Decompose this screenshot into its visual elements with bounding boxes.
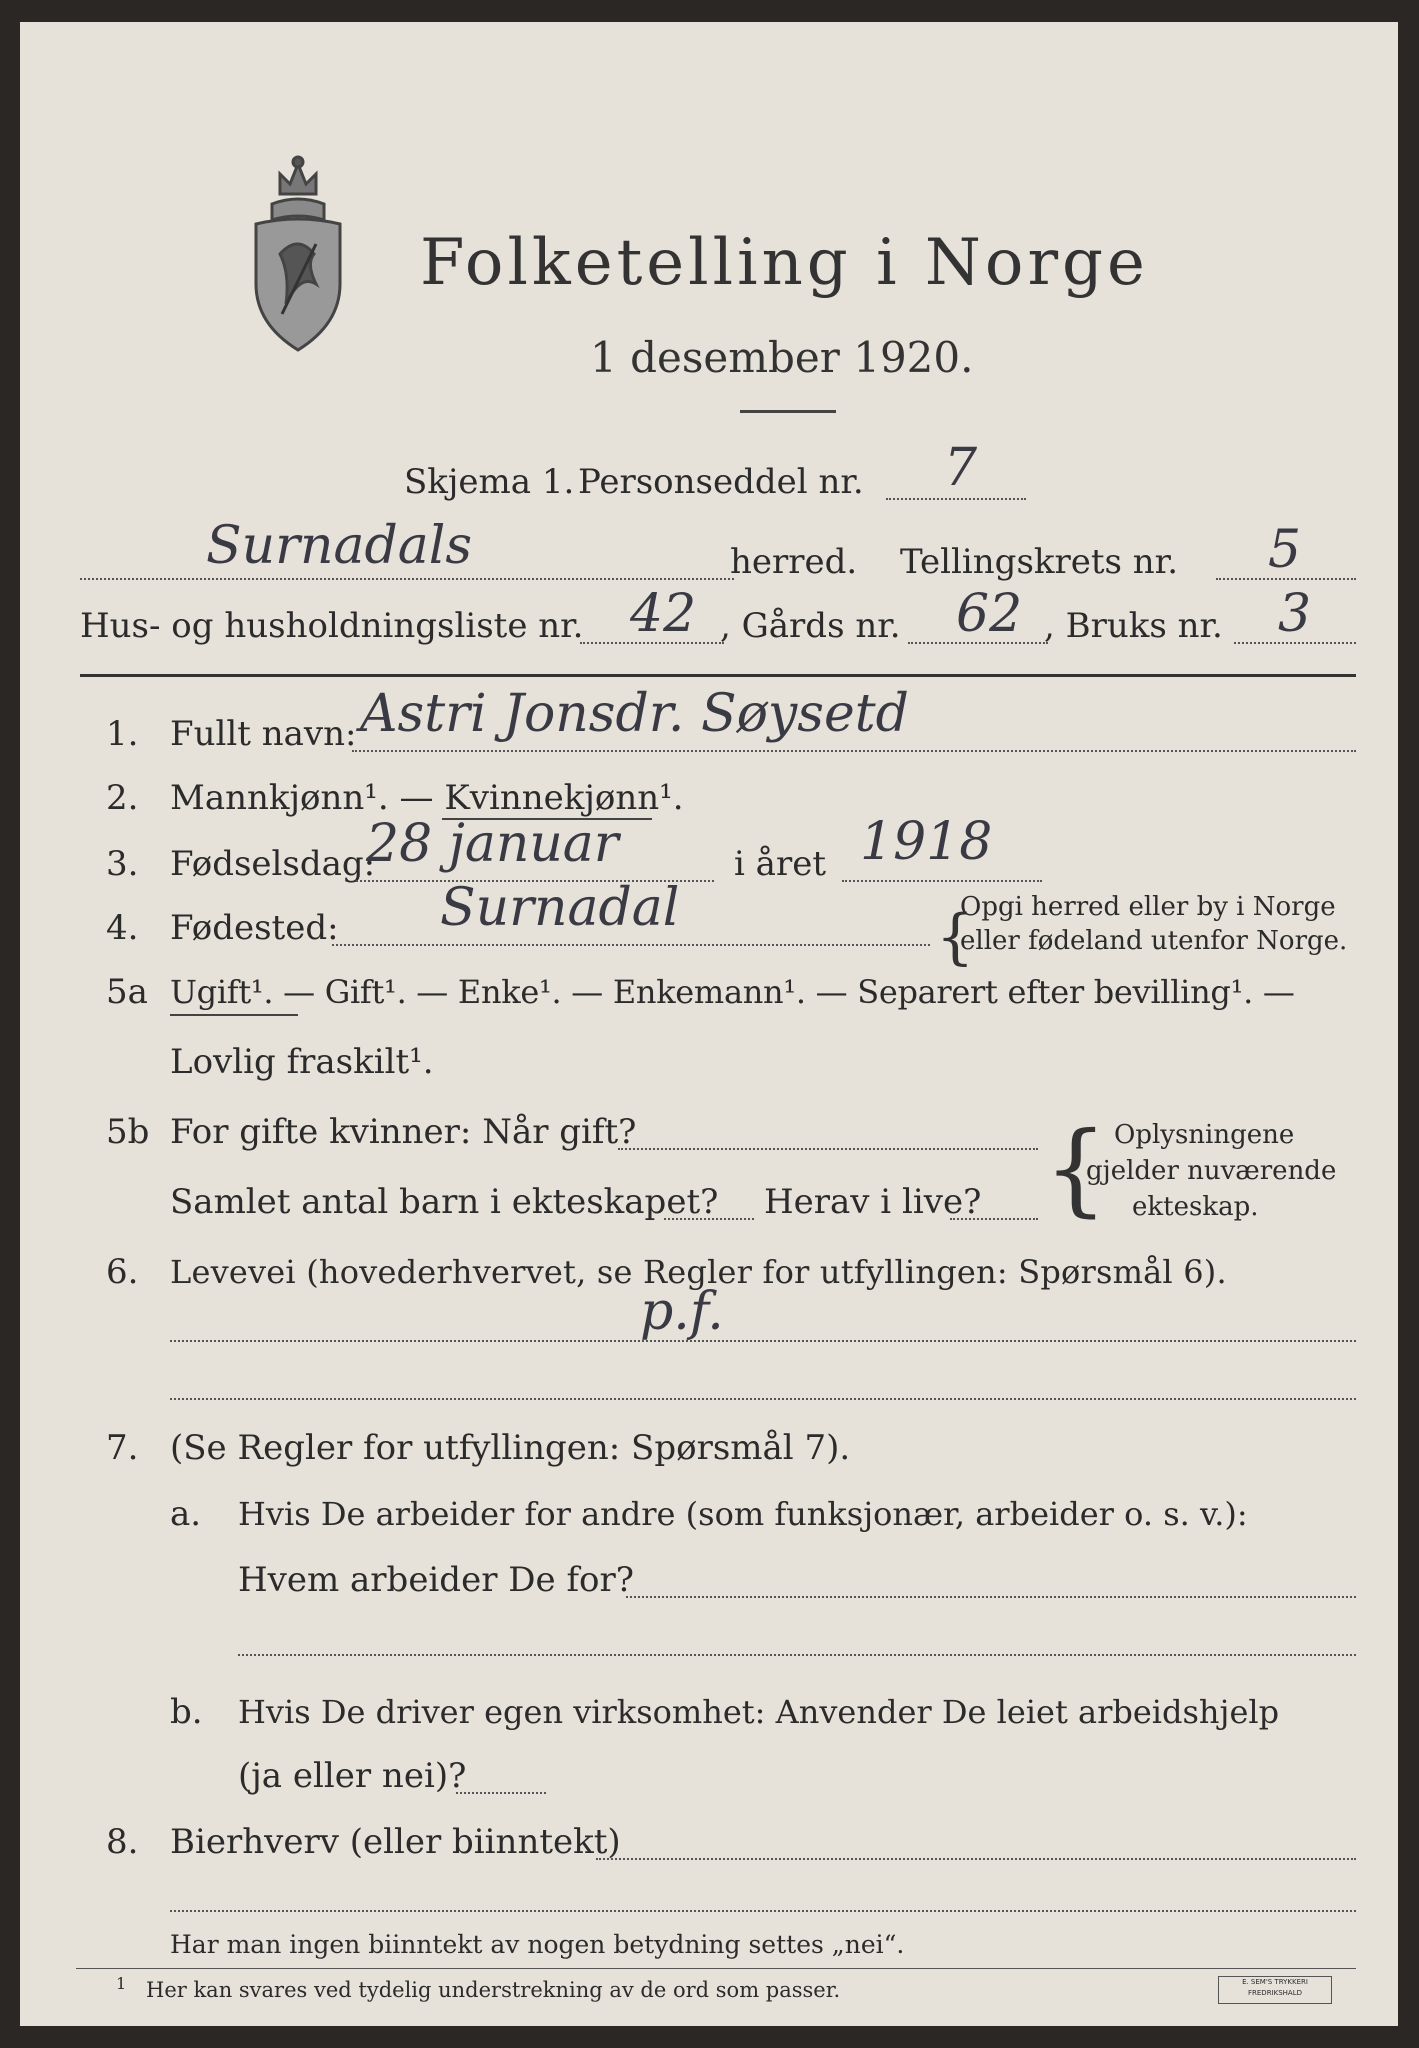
q6-line1 <box>170 1340 1356 1342</box>
footnote-text: Her kan svares ved tydelig understrekning av de ord som passer. <box>146 1978 841 2002</box>
q7-number: 7. <box>106 1428 139 1468</box>
q5b-note-line3: ekteskap. <box>1132 1192 1259 1222</box>
printer-line2: FREDRIKSHALD <box>1247 1989 1302 1997</box>
title-divider <box>740 410 836 413</box>
gards-value[interactable]: 62 <box>956 584 1023 644</box>
q7b-line1: Hvis De driver egen virksomhet: Anvender De leiet arbeidshjelp <box>238 1693 1280 1731</box>
bruks-label: , Bruks nr. <box>1044 606 1223 646</box>
form-title: Folketelling i Norge <box>420 226 1149 300</box>
q4-label: Fødested: <box>170 908 339 948</box>
q5b-note-line1: Oplysningene <box>1114 1120 1295 1150</box>
q6-label: Levevei (hovederhvervet, se Regler for utfyllingen: Spørsmål 6). <box>170 1253 1227 1291</box>
printer-mark <box>1218 1976 1332 2004</box>
q5b-line2a-dots <box>664 1218 754 1220</box>
q1-line <box>352 750 1356 752</box>
gender-options: Mannkjønn¹. — Kvinnekjønn¹. <box>170 778 684 818</box>
q4-number: 4. <box>106 908 139 948</box>
coat-of-arms-icon <box>246 154 350 354</box>
q1-label: Fullt navn: <box>170 714 357 754</box>
q8-line2 <box>170 1910 1356 1912</box>
husliste-value[interactable]: 42 <box>630 584 697 644</box>
q4-note-line1: Opgi herred eller by i Norge <box>960 892 1336 922</box>
occupation-value[interactable]: p.f. <box>640 1282 724 1342</box>
marital-status-options: Ugift¹. — Gift¹. — Enke¹. — Enkemann¹. — Separert efter bevilling¹. — <box>170 973 1295 1011</box>
personseddel-label: Personseddel nr. <box>578 462 864 502</box>
tellingskrets-value[interactable]: 5 <box>1268 520 1302 580</box>
q3-number: 3. <box>106 844 139 884</box>
marital-underline <box>170 1014 298 1016</box>
q5b-line1: For gifte kvinner: Når gift? <box>170 1112 637 1152</box>
q6-number: 6. <box>106 1252 139 1292</box>
herred-label: herred. <box>730 542 858 582</box>
q8-line1 <box>596 1858 1356 1860</box>
q5a-number: 5a <box>106 972 148 1012</box>
footnote-divider <box>76 1968 1356 1969</box>
census-date: 1 desember 1920. <box>590 333 974 382</box>
q7b-letter: b. <box>170 1692 203 1732</box>
q7a-line1: Hvis De arbeider for andre (som funksjonær, arbeider o. s. v.): <box>238 1495 1248 1533</box>
q7a-letter: a. <box>170 1494 202 1534</box>
full-name-value[interactable]: Astri Jonsdr. Søysetd <box>360 684 909 744</box>
q4-note-line2: eller fødeland utenfor Norge. <box>960 926 1348 956</box>
birth-day-value[interactable]: 28 januar <box>366 814 619 874</box>
q7a-line2-dots <box>626 1596 1356 1598</box>
printer-line1: E. SEM'S TRYKKERI <box>1242 1978 1308 1986</box>
q8-label: Bierhverv (eller biinntekt) <box>170 1822 621 1862</box>
birth-year-value[interactable]: 1918 <box>860 812 993 872</box>
tellingskrets-label: Tellingskrets nr. <box>900 542 1179 582</box>
bruks-value[interactable]: 3 <box>1278 584 1312 644</box>
herred-line <box>80 578 734 580</box>
q5b-line2a: Samlet antal barn i ekteskapet? <box>170 1182 719 1222</box>
q7b-line2: (ja eller nei)? <box>238 1756 467 1796</box>
footnote-mark: 1 <box>116 1974 127 1993</box>
husliste-label: Hus- og husholdningsliste nr. <box>80 606 584 646</box>
q7a-line2: Hvem arbeider De for? <box>238 1560 634 1600</box>
footer-note: Har man ingen biinntekt av nogen betydning settes „nei“. <box>170 1930 905 1959</box>
marital-status-line2: Lovlig fraskilt¹. <box>170 1042 434 1082</box>
q8-number: 8. <box>106 1822 139 1862</box>
herred-value[interactable]: Surnadals <box>206 516 473 576</box>
q5b-line1-dots <box>618 1148 1038 1150</box>
q5b-line2b-dots <box>950 1218 1038 1220</box>
q3-year-line <box>842 880 1042 882</box>
q3-label: Fødselsdag: <box>170 844 376 884</box>
q1-number: 1. <box>106 714 139 754</box>
q2-number: 2. <box>106 778 139 818</box>
q5b-note-line2: gjelder nuværende <box>1086 1156 1337 1186</box>
q3-year-label: i året <box>734 844 826 884</box>
personseddel-value[interactable]: 7 <box>944 438 978 498</box>
birthplace-value[interactable]: Surnadal <box>440 878 680 938</box>
q4-line <box>332 944 930 946</box>
q5b-line2b: Herav i live? <box>764 1182 982 1222</box>
gards-label: , Gårds nr. <box>720 606 901 646</box>
census-form <box>20 22 1398 2026</box>
q7a-line3-dots <box>238 1654 1356 1656</box>
q5b-note-brace: { <box>1044 1110 1108 1227</box>
personseddel-line <box>886 498 1026 500</box>
section-divider <box>80 674 1356 677</box>
q7b-line2-dots <box>456 1792 546 1794</box>
q6-line2 <box>170 1398 1356 1400</box>
q7-label: (Se Regler for utfyllingen: Spørsmål 7). <box>170 1428 851 1468</box>
q5b-number: 5b <box>106 1112 150 1152</box>
q4-note-brace: { <box>936 902 975 972</box>
schema-label: Skjema 1. <box>404 462 575 502</box>
